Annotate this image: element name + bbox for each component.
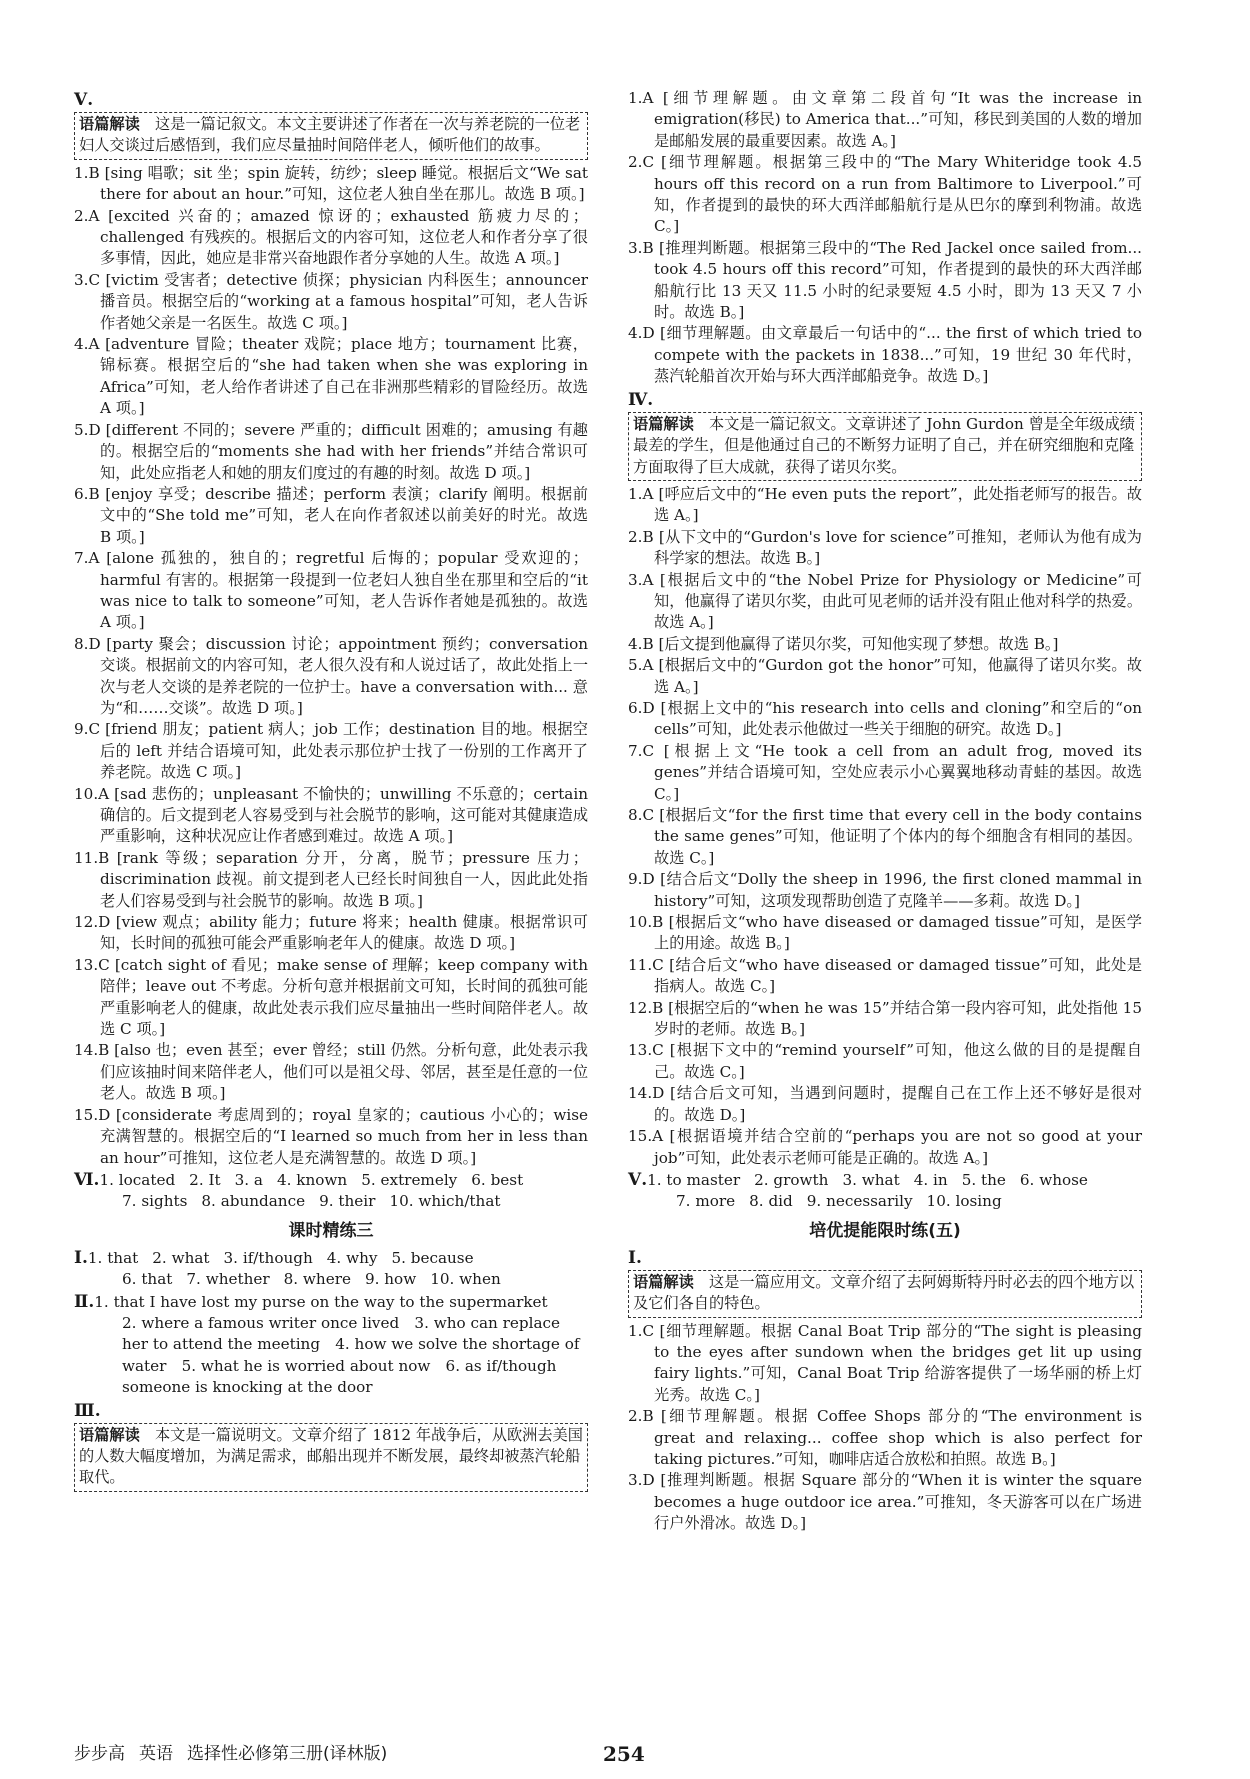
answer-item: 9.C [friend 朋友；patient 病人；job 工作；destination 目的地。根据空后的 left 并结合语境可知，此处表示那位护士找了一份别的工作离开了养老院。故选 C 项。] <box>74 720 588 782</box>
section-i-label: Ⅰ. <box>74 1247 88 1268</box>
answer-item: 1.C [细节理解题。根据 Canal Boat Trip 部分的“The sight is pleasing to the eyes after sundown when the bridges get lit up using fairy lights.”可知，Canal Boat Trip 给游客提供了一场华丽的桥上灯光秀。故选 C。] <box>628 1321 1142 1404</box>
answer-list <box>74 163 588 1169</box>
right-column <box>628 88 1142 1535</box>
answer-item: 3.C [victim 受害者；detective 侦探；physician 内科医生；announcer 播音员。根据空后的“working at a famous hospital”可知，老人告诉作者她父亲是一名医生。故选 C 项。] <box>74 270 588 332</box>
intro-label: 语篇解读 <box>79 115 140 133</box>
short-answer: 5. extremely <box>361 1170 458 1189</box>
answer-item: 2.B [从下文中的“Gurdon's love for science”可推知，老师认为他有成为科学家的想法。故选 B。] <box>628 527 1142 568</box>
answer-item: 3.A [根据后文中的“the Nobel Prize for Physiology or Medicine”可知，他赢得了诺贝尔奖，由此可见老师的话并没有阻止他对科学的热爱。故选 A。] <box>628 570 1142 632</box>
lesson-title: 培优提能限时练(五) <box>809 1220 961 1241</box>
short-answer: 7. more <box>676 1192 736 1211</box>
answer-item: 12.B [根据空后的“when he was 15”并结合第一段内容可知，此处指他 15 岁时的老师。故选 B。] <box>628 998 1142 1039</box>
answer-item: 8.D [party 聚会；discussion 讨论；appointment 预约；conversation 交谈。根据前文的内容可知，老人很久没有和人说过话了，故此处指上一次与老人交谈的是养老院的一位护士。have a conversation with... 意为“和……交谈”。故选 D 项。] <box>74 634 588 717</box>
short-answer: 1. located <box>99 1170 176 1189</box>
short-answer: 7. whether <box>186 1270 270 1289</box>
footer-brand: 步步高 <box>74 1743 125 1764</box>
answer-item: 4.A [adventure 冒险；theater 戏院；place 地方；tournament 比赛，锦标赛。根据空后的“she had taken when she was exploring in Africa”可知，老人给作者讲述了自己在非洲那些精彩的冒险经历。故选 A 项。] <box>74 335 588 418</box>
section-iv-label: Ⅳ. <box>628 389 654 410</box>
answer-item: 15.D [considerate 考虑周到的；royal 皇家的；cautious 小心的；wise 充满智慧的。根据空后的“I learned so much from her in less than an hour”可推知，这位老人是充满智慧的。故选 D 项。] <box>74 1105 588 1167</box>
answer-item: 5.D [different 不同的；severe 严重的；difficult 困难的；amusing 有趣的。根据空后的“moments she had with her friends”并结合常识可知，此处应指老人和她的朋友们度过的有趣的时刻。故选 D 项。] <box>74 420 588 482</box>
answer-item: 13.C [根据下文中的“remind yourself”可知，他这么做的目的是提醒自己。故选 C。] <box>628 1041 1142 1081</box>
answer-item: 14.B [also 也；even 甚至；ever 曾经；still 仍然。分析句意，此处表示我们应该抽时间来陪伴老人，他们可以是祖父母、邻居，甚至是任意的一位老人。故选 B 项。] <box>74 1041 588 1103</box>
short-answer: 1. to master <box>647 1170 741 1189</box>
passage-intro-box <box>628 412 1142 481</box>
page-number: 254 <box>603 1741 645 1766</box>
intro-label: 语篇解读 <box>79 1425 140 1444</box>
answer-item: 14.D [结合后文可知，当遇到问题时，提醒自己在工作上还不够好是很对的。故选 D。] <box>628 1084 1142 1124</box>
section-vi-label: Ⅵ. <box>74 1169 100 1190</box>
answer-list <box>628 88 1142 388</box>
answer-item: 10.B [根据后文“who have diseased or damaged tissue”可知，是医学上的用途。故选 B。] <box>628 913 1142 953</box>
intro-text: 这是一篇应用文。文章介绍了去阿姆斯特丹时必去的四个地方以及它们各自的特色。 <box>633 1272 1135 1313</box>
answer-item: 9.D [结合后文“Dolly the sheep in 1996, the first cloned mammal in history”可知，这项发现帮助创造了克隆羊——多莉。故选 D。] <box>628 870 1142 910</box>
answer-item: 3.B [推理判断题。根据第三段中的“The Red Jackel once sailed from... took 4.5 hours off this record”可知，作者提到的最快的环大西洋邮船航行比 13 天又 11.5 小时的纪录要短 4.5 小时，即为 13 天又 7 小时。故选 B。] <box>628 238 1142 322</box>
short-answer: 6. whose <box>1019 1170 1088 1189</box>
passage-intro-box <box>74 112 588 160</box>
short-answer: 3. what <box>842 1170 900 1189</box>
short-answer: 4. in <box>913 1170 948 1189</box>
short-answer: 9. their <box>319 1192 376 1211</box>
section-iii-label: Ⅲ. <box>74 1400 101 1421</box>
left-column <box>74 88 588 1495</box>
footer-subject: 英语 <box>139 1743 173 1764</box>
answer-item: 2.B [细节理解题。根据 Coffee Shops 部分的“The environment is great and relaxing... coffee shop which is also perfect for taking pictures.”可知，咖啡店适合放松和拍照。故选 B。] <box>628 1407 1142 1468</box>
lesson-title: 课时精练三 <box>288 1220 374 1241</box>
short-answer: 2. growth <box>754 1170 829 1189</box>
short-answer: 3. if/though <box>223 1248 313 1267</box>
short-answer: 2. where a famous writer once lived 3. who can replace her to attend the meeting 4. how we solve the shortage of water 5. what he is worried about now 6. as if/though someone is knocking at the door <box>122 1313 580 1397</box>
answer-item: 10.A [sad 悲伤的；unpleasant 不愉快的；unwilling 不乐意的；certain 确信的。后文提到老人容易受到与社会脱节的影响，这可能对其健康造成严重影响，这种状况应让作者感到难过。故选 A 项。] <box>74 784 588 846</box>
answer-item: 8.C [根据后文“for the first time that every cell in the body contains the same genes”可知，他证明了个体内的每个细胞含有相同的基因。故选 C。] <box>628 806 1142 867</box>
answer-item: 7.A [alone 孤独的，独自的；regretful 后悔的；popular 受欢迎的；harmful 有害的。根据第一段提到一位老妇人独自坐在那里和空后的“it was nice to talk to someone”可知，老人告诉作者她是孤独的。故选 A 项。] <box>74 549 588 632</box>
section-i-answers <box>74 1247 588 1291</box>
answer-item: 1.A [细节理解题。由文章第二段首句“It was the increase in emigration(移民) to America that...”可知，移民到美国的人数的增加是邮船发展的最重要因素。故选 A。] <box>628 89 1142 150</box>
short-answer: 8. abundance <box>201 1192 306 1211</box>
answer-item: 5.A [根据后文中的“Gurdon got the honor”可知，他赢得了诺贝尔奖。故选 A。] <box>628 656 1142 696</box>
passage-intro-box <box>628 1270 1142 1318</box>
answer-item: 13.C [catch sight of 看见；make sense of 理解；keep company with 陪伴；leave out 不考虑。分析句意并根据前文可知，长时间的孤独可能严重影响老人的健康，故此处表示我们应尽量抽出一些时间陪伴老人。故选 C 项。] <box>74 955 588 1039</box>
short-answer: 1. that I have lost my purse on the way to the supermarket <box>94 1292 548 1311</box>
answer-list <box>628 1321 1142 1535</box>
answer-item: 1.B [sing 唱歌；sit 坐；spin 旋转，纺纱；sleep 睡觉。根据后文“We sat there for about an hour.”可知，这位老人独自坐在那儿。故选 B 项。] <box>74 163 588 204</box>
answer-item: 11.B [rank 等级；separation 分开，分离，脱节；pressure 压力；discrimination 歧视。前文提到老人已经长时间独自一人，因此此处指老人们容易受到与社会脱节的影响。故选 B 项。] <box>74 848 588 910</box>
short-answer: 10. when <box>430 1270 501 1289</box>
answer-list <box>628 484 1142 1169</box>
section-v-answers <box>628 1169 1142 1213</box>
short-answer: 7. sights <box>122 1192 188 1211</box>
short-answer: 5. the <box>961 1170 1006 1189</box>
answer-item: 11.C [结合后文“who have diseased or damaged tissue”可知，此处是指病人。故选 C。] <box>628 955 1142 996</box>
short-answer: 4. why <box>326 1248 378 1267</box>
intro-label: 语篇解读 <box>633 1272 694 1291</box>
answer-item: 3.D [推理判断题。根据 Square 部分的“When it is winter the square becomes a huge outdoor ice area.”可推知，冬天游客可以在广场进行户外滑冰。故选 D。] <box>628 1471 1142 1533</box>
intro-text: 本文是一篇说明文。文章介绍了 1812 年战争后，从欧洲去美国的人数大幅度增加，为满足需求，邮船出现并不断发展，最终却被蒸汽轮船取代。 <box>79 1425 583 1487</box>
section-v-label: Ⅴ. <box>628 1169 648 1190</box>
section-v-label: Ⅴ. <box>74 90 94 110</box>
passage-intro-box <box>74 1423 588 1492</box>
answer-item: 2.A [excited 兴奋的；amazed 惊讶的；exhausted 筋疲力尽的；challenged 有残疾的。根据后文的内容可知，这位老人和作者分享了很多事情，因此，她应是非常兴奋地跟作者分享她的人生。故选 A 项。] <box>74 206 588 268</box>
answer-item: 4.B [后文提到他赢得了诺贝尔奖，可知他实现了梦想。故选 B。] <box>628 634 1059 653</box>
short-answer: 2. what <box>152 1248 210 1267</box>
page-footer <box>74 1744 401 1765</box>
short-answer: 9. how <box>364 1270 417 1289</box>
answer-item: 7.C [根据上文“He took a cell from an adult frog, moved its genes”并结合语境可知，空处应表示小心翼翼地移动青蛙的基因。故选 C。] <box>628 741 1142 803</box>
short-answer: 4. known <box>276 1170 348 1189</box>
answer-item: 12.D [view 观点；ability 能力；future 将来；health 健康。根据常识可知，长时间的孤独可能会严重影响老年人的健康。故选 D 项。] <box>74 913 588 953</box>
section-ii-answers <box>74 1291 588 1399</box>
answer-item: 15.A [根据语境并结合空前的“perhaps you are not so good at your job”可知，此处表示老师可能是正确的。故选 A。] <box>628 1127 1142 1167</box>
answer-item: 4.D [细节理解题。由文章最后一句话中的“... the first of which tried to compete with the packets in 1838...”可知，19 世纪 30 年代时，蒸汽轮船首次开始与环大西洋邮船竞争。故选 D。] <box>628 324 1142 386</box>
intro-label: 语篇解读 <box>633 414 694 433</box>
short-answer: 6. best <box>471 1170 524 1189</box>
short-answer: 9. necessarily <box>806 1192 913 1211</box>
answer-item: 6.D [根据上文中的“his research into cells and cloning”和空后的“on cells”可知，此处表示他做过一些关于细胞的研究。故选 D。] <box>628 698 1142 739</box>
short-answer: 8. did <box>749 1192 793 1211</box>
short-answer: 3. a <box>234 1170 263 1189</box>
section-ii-label: Ⅱ. <box>74 1291 95 1312</box>
section-vi-answers <box>74 1169 588 1213</box>
footer-book: 选择性必修第三册(译林版) <box>187 1743 388 1764</box>
answer-item: 1.A [呼应后文中的“He even puts the report”，此处指老师写的报告。故选 A。] <box>628 484 1142 525</box>
answer-item: 6.B [enjoy 享受；describe 描述；perform 表演；clarify 阐明。根据前文中的“She told me”可知，老人在向作者叙述以前美好的时光。故选 B 项。] <box>74 484 588 546</box>
short-answer: 6. that <box>122 1270 173 1289</box>
short-answer: 10. which/that <box>389 1192 501 1211</box>
short-answer: 2. It <box>189 1170 221 1189</box>
intro-text: 本文是一篇记叙文。文章讲述了 John Gurdon 曾是全年级成绩最差的学生，但是他通过自己的不断努力证明了自己，并在研究细胞和克隆方面取得了巨大成就，获得了诺贝尔奖。 <box>633 414 1135 476</box>
intro-text: 这是一篇记叙文。本文主要讲述了作者在一次与养老院的一位老妇人交谈过后感悟到，我们应尽量抽时间陪伴老人，倾听他们的故事。 <box>79 115 581 155</box>
section-i-label: Ⅰ. <box>628 1247 642 1268</box>
short-answer: 8. where <box>283 1270 351 1289</box>
short-answer: 10. losing <box>926 1192 1002 1211</box>
answer-item: 2.C [细节理解题。根据第三段中的“The Mary Whiteridge took 4.5 hours off this record on a run from Baltimore to Liverpool.”可知，作者提到的最快的环大西洋邮船航行是从巴尔的摩到利物浦。故选 C。] <box>628 153 1142 236</box>
short-answer: 5. because <box>391 1248 474 1267</box>
short-answer: 1. that <box>87 1248 139 1267</box>
